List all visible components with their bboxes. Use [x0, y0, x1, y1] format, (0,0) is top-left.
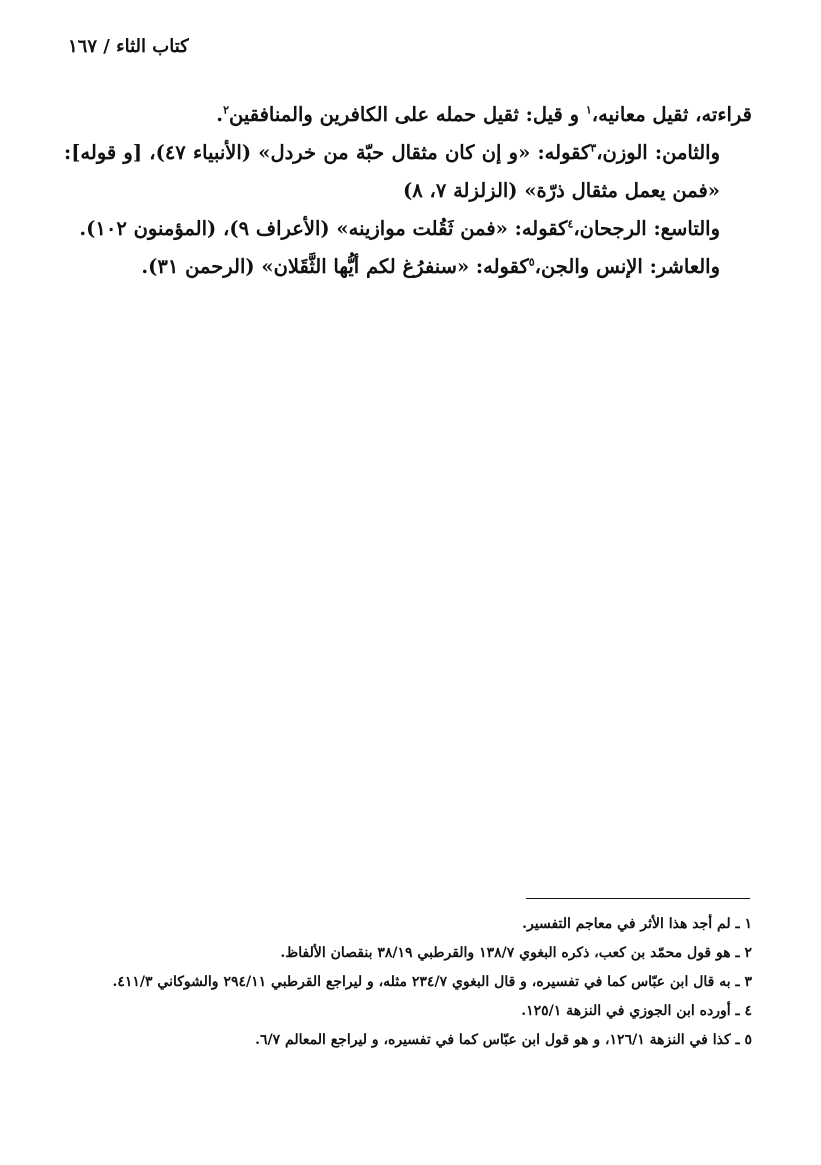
footnote-3: ٣ ـ به قال ابن عبّاس كما في تفسيره، و قال البغوي ٢٣٤/٧ مثله، و ليراجع القرطبي ٢٩٤/١١ والشوكاني ٤١١/٣.: [112, 974, 752, 990]
paragraph-3-text-b: كقوله: «فمن ثَقُلت موازينه» (الأعراف ٩)، (المؤمنون ١٠٢).: [79, 217, 568, 240]
footnote-2: ٢ ـ هو قول محمّد بن كعب، ذكره البغوي ١٣٨/٧ والقرطبي ٣٨/١٩ بنقصان الألفاظ.: [280, 945, 752, 961]
footnote-5: ٥ ـ كذا في النزهة ١٢٦/١، و هو قول ابن عبّاس كما في تفسيره، و ليراجع المعالم ٦/٧.: [255, 1032, 752, 1048]
footnote-1: ١ ـ لم أجد هذا الأثر في معاجم التفسير.: [522, 916, 752, 932]
header-title: كتاب الثاء: [116, 36, 189, 57]
paragraph-3-text-a: والتاسع: الرجحان،: [573, 217, 720, 240]
footnote-divider: [526, 898, 750, 899]
paragraph-1-text-c: .: [216, 103, 224, 126]
paragraph-1: [64, 96, 752, 134]
footnotes: [64, 910, 752, 1055]
footnote-ref-3: ٣: [590, 141, 597, 155]
page-number: ١٦٧: [68, 36, 98, 57]
paragraph-3: [64, 210, 752, 248]
paragraph-1-text-a: قراءته، ثقيل معانيه،: [591, 103, 752, 126]
paragraph-4-text-b: كقوله: «سنفرُغ لكم أيُّها الثَّقَلان» (الرحمن ٣١).: [141, 255, 529, 278]
paragraph-2-text-a: والثامن: الوزن،: [596, 141, 721, 164]
header-separator: /: [103, 36, 110, 57]
footnote-ref-1: ١: [585, 103, 592, 117]
paragraph-2: [64, 134, 752, 210]
footnote-4: ٤ ـ أورده ابن الجوزي في النزهة ١٢٥/١.: [521, 1003, 752, 1019]
footnote-ref-2: ٢: [223, 103, 229, 117]
footnote-ref-4: ٤: [567, 217, 574, 231]
paragraph-1-text-b: و قيل: ثقيل حمله على الكافرين والمنافقين: [229, 103, 586, 126]
paragraph-2-text-b: كقوله: «و إن كان مثقال حبّة من خردل» (الأنبياء ٤٧)، [و قوله]: «فمن يعمل مثقال ذرّة» (الزلزلة ٧، ٨): [64, 141, 720, 202]
main-text: [64, 96, 752, 286]
footnote-ref-5: ٥: [528, 255, 535, 269]
paragraph-4-text-a: والعاشر: الإنس والجن،: [534, 255, 720, 278]
paragraph-4: [64, 248, 752, 286]
running-header: [68, 36, 268, 57]
